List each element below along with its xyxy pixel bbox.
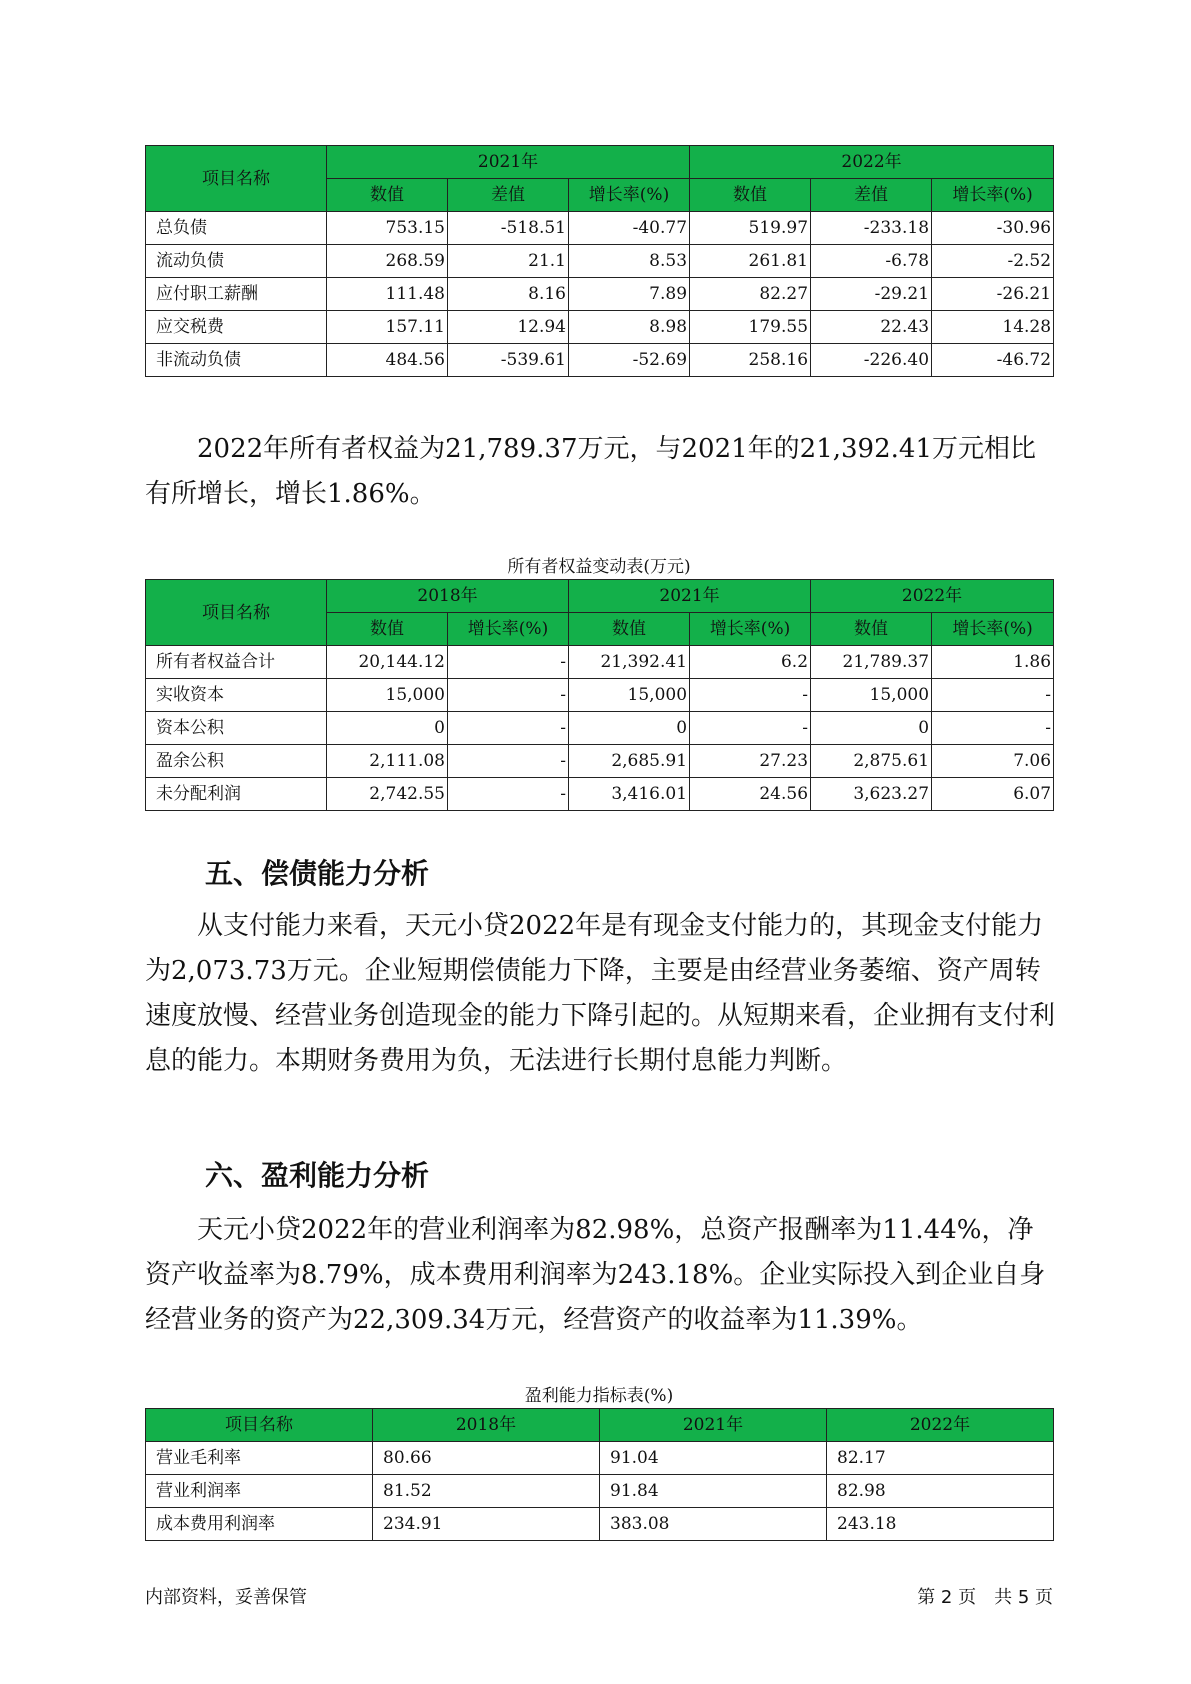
cell: -6.78 [811, 245, 932, 278]
cell: -2.52 [932, 245, 1054, 278]
table-row [146, 646, 1054, 679]
table-row [146, 1508, 1054, 1541]
cell: - [690, 712, 811, 745]
cell: 6.2 [690, 646, 811, 679]
subheader: 数值 [327, 179, 448, 212]
cell: 383.08 [600, 1508, 827, 1541]
row-label: 流动负债 [146, 245, 327, 278]
table-header-row [146, 580, 1054, 613]
row-label: 成本费用利润率 [146, 1508, 373, 1541]
liabilities-table [145, 145, 1054, 377]
cell: - [448, 778, 569, 811]
cell: -29.21 [811, 278, 932, 311]
header-year: 2022年 [827, 1409, 1054, 1442]
subheader: 差值 [448, 179, 569, 212]
cell: 2,875.61 [811, 745, 932, 778]
cell: 15,000 [569, 679, 690, 712]
cell: 519.97 [690, 212, 811, 245]
subheader: 数值 [327, 613, 448, 646]
footer-page-number: 第 2 页 共 5 页 [917, 1587, 1053, 1608]
cell: 82.98 [827, 1475, 1054, 1508]
table-row [146, 344, 1054, 377]
cell: 7.89 [569, 278, 690, 311]
subheader: 数值 [690, 179, 811, 212]
table-row [146, 311, 1054, 344]
table-row [146, 778, 1054, 811]
cell: 0 [569, 712, 690, 745]
cell: - [448, 679, 569, 712]
cell: -30.96 [932, 212, 1054, 245]
table-header-row [146, 1409, 1054, 1442]
header-year: 2022年 [690, 146, 1054, 179]
table-row [146, 1442, 1054, 1475]
subheader: 差值 [811, 179, 932, 212]
table-row [146, 278, 1054, 311]
header-year: 2021年 [327, 146, 690, 179]
cell: 0 [327, 712, 448, 745]
row-label: 营业利润率 [146, 1475, 373, 1508]
header-year: 2021年 [600, 1409, 827, 1442]
cell: 21,789.37 [811, 646, 932, 679]
table-row [146, 1475, 1054, 1508]
cell: -40.77 [569, 212, 690, 245]
cell: -52.69 [569, 344, 690, 377]
cell: -46.72 [932, 344, 1054, 377]
cell: 111.48 [327, 278, 448, 311]
cell: 0 [811, 712, 932, 745]
cell: 2,685.91 [569, 745, 690, 778]
cell: 243.18 [827, 1508, 1054, 1541]
cell: 3,416.01 [569, 778, 690, 811]
cell: 91.04 [600, 1442, 827, 1475]
row-label: 总负债 [146, 212, 327, 245]
cell: 82.27 [690, 278, 811, 311]
subheader: 增长率(%) [690, 613, 811, 646]
cell: 1.86 [932, 646, 1054, 679]
row-label: 应付职工薪酬 [146, 278, 327, 311]
table-header-row [146, 146, 1054, 179]
header-year: 2021年 [569, 580, 811, 613]
cell: - [932, 679, 1054, 712]
footer-confidential-note: 内部资料，妥善保管 [145, 1587, 307, 1608]
header-year: 2018年 [327, 580, 569, 613]
cell: 157.11 [327, 311, 448, 344]
row-label: 应交税费 [146, 311, 327, 344]
cell: 12.94 [448, 311, 569, 344]
cell: 484.56 [327, 344, 448, 377]
cell: 15,000 [811, 679, 932, 712]
cell: 91.84 [600, 1475, 827, 1508]
row-label: 营业毛利率 [146, 1442, 373, 1475]
cell: 20,144.12 [327, 646, 448, 679]
subheader: 数值 [811, 613, 932, 646]
cell: 3,623.27 [811, 778, 932, 811]
equity-table [145, 579, 1054, 811]
cell: 268.59 [327, 245, 448, 278]
cell: 15,000 [327, 679, 448, 712]
cell: 7.06 [932, 745, 1054, 778]
cell: 24.56 [690, 778, 811, 811]
cell: 234.91 [373, 1508, 600, 1541]
header-year: 2018年 [373, 1409, 600, 1442]
table-caption: 盈利能力指标表(%) [524, 1386, 674, 1406]
header-item-name: 项目名称 [146, 146, 327, 212]
row-label: 资本公积 [146, 712, 327, 745]
cell: 21.1 [448, 245, 569, 278]
row-label: 未分配利润 [146, 778, 327, 811]
cell: 2,111.08 [327, 745, 448, 778]
cell: 81.52 [373, 1475, 600, 1508]
table-row [146, 712, 1054, 745]
header-year: 2022年 [811, 580, 1054, 613]
cell: -26.21 [932, 278, 1054, 311]
section-heading-profitability: 六、盈利能力分析 [205, 1159, 430, 1192]
subheader: 增长率(%) [932, 613, 1054, 646]
cell: 82.17 [827, 1442, 1054, 1475]
cell: - [690, 679, 811, 712]
table-row [146, 245, 1054, 278]
cell: 179.55 [690, 311, 811, 344]
cell: -539.61 [448, 344, 569, 377]
section-heading-solvency: 五、偿债能力分析 [205, 857, 430, 890]
row-label: 非流动负债 [146, 344, 327, 377]
header-item-name: 项目名称 [146, 1409, 373, 1442]
cell: -226.40 [811, 344, 932, 377]
cell: - [932, 712, 1054, 745]
cell: 8.98 [569, 311, 690, 344]
header-item-name: 项目名称 [146, 580, 327, 646]
table-row [146, 212, 1054, 245]
row-label: 盈余公积 [146, 745, 327, 778]
cell: 261.81 [690, 245, 811, 278]
subheader: 增长率(%) [932, 179, 1054, 212]
cell: - [448, 646, 569, 679]
table-row [146, 745, 1054, 778]
row-label: 实收资本 [146, 679, 327, 712]
subheader: 数值 [569, 613, 690, 646]
profitability-table [145, 1408, 1054, 1541]
paragraph-profitability: 天元小贷2022年的营业利润率为82.98%，总资产报酬率为11.44%，净资产收益率为8.79%，成本费用利润率为243.18%。企业实际投入到企业自身经营业务的资产为22,309.34万元，经营资产的收益率为11.39%。 [145, 1215, 1046, 1335]
cell: 22.43 [811, 311, 932, 344]
cell: 8.16 [448, 278, 569, 311]
paragraph-equity: 2022年所有者权益为21,789.37万元，与2021年的21,392.41万元相比有所增长，增长1.86%。 [145, 434, 1036, 509]
subheader: 增长率(%) [448, 613, 569, 646]
row-label: 所有者权益合计 [146, 646, 327, 679]
cell: 27.23 [690, 745, 811, 778]
paragraph-solvency: 从支付能力来看，天元小贷2022年是有现金支付能力的，其现金支付能力为2,073.73万元。企业短期偿债能力下降，主要是由经营业务萎缩、资产周转速度放慢、经营业务创造现金的能力下降引起的。从短期来看，企业拥有支付利息的能力。本期财务费用为负，无法进行长期付息能力判断。 [145, 911, 1056, 1076]
cell: 6.07 [932, 778, 1054, 811]
table-caption: 所有者权益变动表(万元) [507, 557, 691, 577]
cell: -518.51 [448, 212, 569, 245]
cell: 258.16 [690, 344, 811, 377]
cell: 21,392.41 [569, 646, 690, 679]
table-row [146, 679, 1054, 712]
cell: 14.28 [932, 311, 1054, 344]
cell: - [448, 745, 569, 778]
cell: 8.53 [569, 245, 690, 278]
cell: 2,742.55 [327, 778, 448, 811]
subheader: 增长率(%) [569, 179, 690, 212]
cell: - [448, 712, 569, 745]
cell: 753.15 [327, 212, 448, 245]
cell: -233.18 [811, 212, 932, 245]
cell: 80.66 [373, 1442, 600, 1475]
